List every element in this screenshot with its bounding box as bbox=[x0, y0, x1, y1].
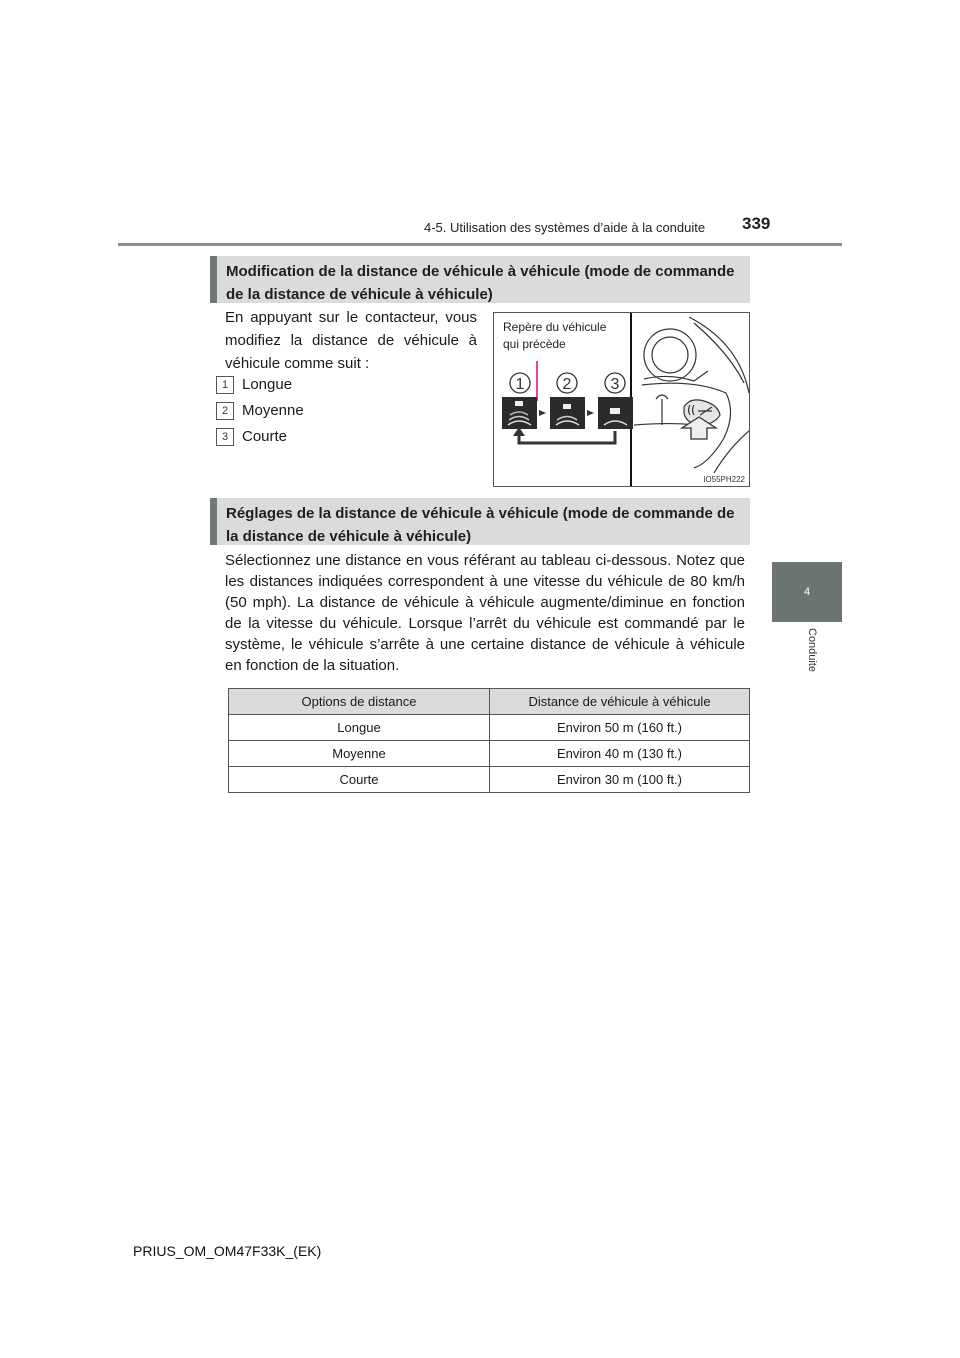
option-label: Moyenne bbox=[242, 402, 304, 419]
option-number-badge: 3 bbox=[216, 428, 234, 446]
option-label: Longue bbox=[242, 376, 293, 393]
settings-paragraph: Sélectionnez une distance en vous référant au tableau ci-dessous. Notez que les distances indiquées correspondent à une vitesse du véhicule de 80 km/h (50 mph). La distance de véhicule à véhicule augmente/diminue en fonction de la vitesse du véhicule. Lorsque l’arrêt du véhicule est commandé par le système, le véhicule s’arrête à une certaine distance de véhicule à véhicule en fonction de la situation. bbox=[225, 552, 745, 674]
table-cell: Longue bbox=[229, 715, 490, 741]
option-number-badge: 1 bbox=[216, 376, 234, 394]
distance-switch-illustration bbox=[493, 312, 750, 487]
table-cell: Courte bbox=[229, 767, 490, 793]
table-cell: Environ 50 m (160 ft.) bbox=[490, 715, 750, 741]
table-header-cell: Options de distance bbox=[229, 689, 490, 715]
table-header-row bbox=[229, 689, 750, 715]
table-row bbox=[229, 741, 750, 767]
chapter-title: 4-5. Utilisation des systèmes d’aide à la conduite bbox=[424, 220, 706, 235]
section-heading-modification: Modification de la distance de véhicule à véhicule (mode de commande de la distance de véhicule à véhicule) bbox=[210, 256, 750, 303]
circle-number-1: 1 bbox=[515, 376, 525, 393]
table-header-cell: Distance de véhicule à véhicule bbox=[490, 689, 750, 715]
chapter-tab-number: 4 bbox=[803, 586, 811, 598]
callout-line-2: qui précède bbox=[503, 337, 566, 351]
table-cell: Environ 30 m (100 ft.) bbox=[490, 767, 750, 793]
arrow-right-icon bbox=[539, 410, 546, 416]
illustration-graphic bbox=[494, 313, 749, 486]
steering-wheel-switch-icon bbox=[634, 317, 749, 473]
table-row bbox=[229, 715, 750, 741]
table-cell: Moyenne bbox=[229, 741, 490, 767]
page-number: 339 bbox=[742, 214, 771, 233]
chapter-tab-label: Conduite bbox=[806, 628, 818, 673]
table-row bbox=[229, 767, 750, 793]
table-cell: Environ 40 m (130 ft.) bbox=[490, 741, 750, 767]
circle-number-3: 3 bbox=[610, 376, 620, 393]
footer-doc-code: PRIUS_OM_OM47F33K_(EK) bbox=[133, 1243, 322, 1259]
numbered-circle-icon bbox=[510, 373, 625, 393]
cycle-arrow-icon bbox=[519, 431, 615, 443]
section-heading-reglages: Réglages de la distance de véhicule à véhicule (mode de commande de la distance de véhicule à véhicule) bbox=[210, 498, 750, 545]
distance-screen-icon bbox=[502, 397, 633, 429]
callout-line-1: Repère du véhicule bbox=[503, 320, 607, 334]
header-rule bbox=[118, 243, 842, 246]
distance-table bbox=[228, 688, 750, 793]
option-label: Courte bbox=[242, 428, 288, 445]
arrow-right-icon bbox=[587, 410, 594, 416]
chapter-tab[interactable] bbox=[772, 562, 842, 622]
option-number-badge: 2 bbox=[216, 402, 234, 420]
figure-code: IO55PH222 bbox=[703, 475, 745, 484]
circle-number-2: 2 bbox=[562, 376, 572, 393]
intro-text: En appuyant sur le contacteur, vous modifiez la distance de véhicule à véhicule comme suit : bbox=[225, 309, 477, 372]
